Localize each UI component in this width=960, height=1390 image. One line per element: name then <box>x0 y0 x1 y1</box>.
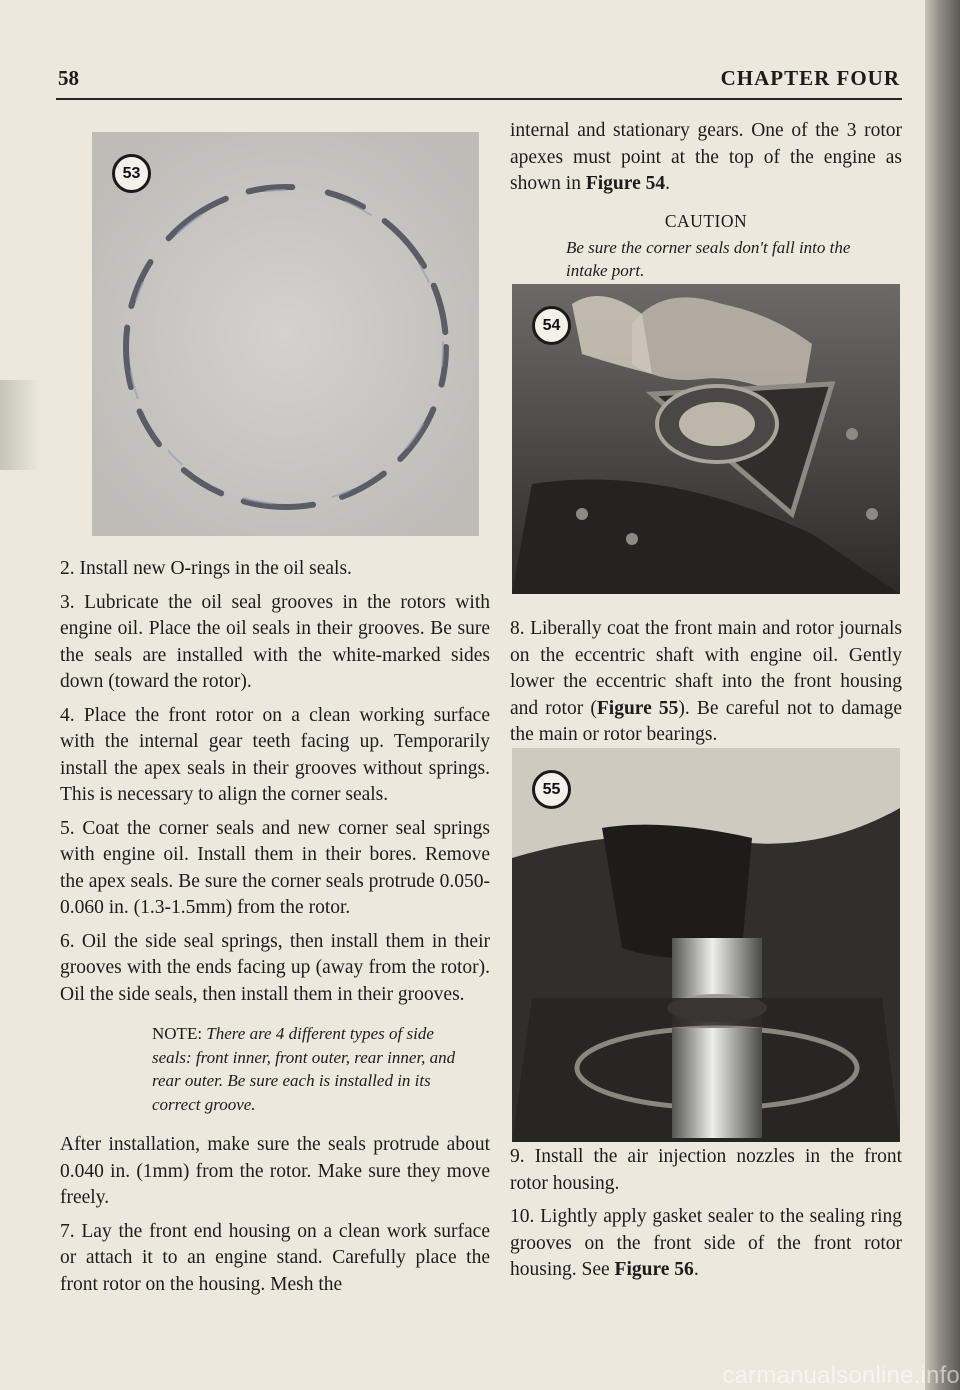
step-7-continued <box>510 118 902 198</box>
step-9: 9. Install the air injection nozzles in the front rotor housing. <box>510 1146 902 1194</box>
right-column-top-text <box>510 118 902 282</box>
page-edge-stain <box>0 380 40 470</box>
figure-54-photo <box>512 284 900 594</box>
figure-54-reference: Figure 54 <box>585 173 666 194</box>
figure-55-reference: Figure 55 <box>596 697 679 719</box>
after-installation-paragraph: After installation, make sure the seals protrude about 0.040 in. (1mm) from the rotor. Make sure they move freely. <box>60 1134 490 1208</box>
step-10-text: 10. Lightly apply gasket sealer to the sealing ring grooves on the front side of the front rotor housing. See <box>510 1206 902 1280</box>
step-6: 6. Oil the side seal springs, then install them in their grooves with the ends facing up (away from the rotor). Oil the side seals, then install them in their grooves. <box>60 930 490 1005</box>
note-label: NOTE: <box>152 1024 207 1043</box>
step-10-end: . <box>693 1259 699 1280</box>
figure-53-photo <box>92 132 479 536</box>
step-10 <box>510 1204 902 1284</box>
left-column-text <box>60 556 490 1305</box>
page-header <box>58 66 900 100</box>
book-binding-shadow <box>925 0 960 1390</box>
header-rule <box>56 98 902 100</box>
page-number: 58 <box>58 66 79 90</box>
note-body: There are 4 different types of side seals: front inner, front outer, rear inner, and rear outer. Be sure each is installed in its correct groove. <box>152 1024 456 1114</box>
step-3: 3. Lubricate the oil seal grooves in the rotors with engine oil. Place the oil seals in their grooves. Be sure the seals are installed with the white-marked sides down (toward the rotor). <box>60 591 490 692</box>
side-seal-note <box>152 1022 460 1116</box>
right-column-middle-text <box>510 616 902 756</box>
watermark: carmanualsonline.info <box>722 1362 960 1389</box>
figure-56-reference: Figure 56 <box>614 1259 694 1280</box>
oil-seal-ring-illustration <box>92 132 479 536</box>
step-7-continued-end: . <box>665 173 670 194</box>
step-4: 4. Place the front rotor on a clean working surface with the internal gear teeth facing up. Temporarily install the apex seals in their grooves without springs. This is necessary to align the corner seals. <box>60 704 490 805</box>
step-8 <box>510 616 902 749</box>
caution-body: Be sure the corner seals don't fall into the intake port. <box>566 238 851 280</box>
step-7-continued-text: internal and stationary gears. One of the 3 rotor apexes must point at the top of the engine as shown in <box>510 120 902 194</box>
figure-53-badge: 53 <box>112 154 151 193</box>
figure-55-badge: 55 <box>532 770 571 809</box>
step-8-end: ). Be careful not to damage the main or rotor bearings. <box>510 697 902 745</box>
figure-55-photo <box>512 748 900 1142</box>
right-column-bottom-text <box>510 1144 902 1291</box>
step-5: 5. Coat the corner seals and new corner seal springs with engine oil. Install them in their bores. Remove the apex seals. Be sure the corner seals protrude 0.050-0.060 in. (1.3-1.5mm) from the rotor. <box>60 817 490 918</box>
figure-54-badge: 54 <box>532 306 571 345</box>
step-8-text: 8. Liberally coat the front main and rotor journals on the eccentric shaft with engine oil. Gently lower the eccentric shaft into the front housing and rotor ( <box>510 618 902 719</box>
caution-title: CAUTION <box>664 210 748 231</box>
chapter-title: CHAPTER FOUR <box>720 66 900 90</box>
eccentric-shaft-illustration <box>512 748 900 1142</box>
step-7: 7. Lay the front end housing on a clean work surface or attach it to an engine stand. Carefully place the front rotor on the housing. Mesh the <box>60 1220 490 1295</box>
step-2: 2. Install new O-rings in the oil seals. <box>60 558 352 579</box>
